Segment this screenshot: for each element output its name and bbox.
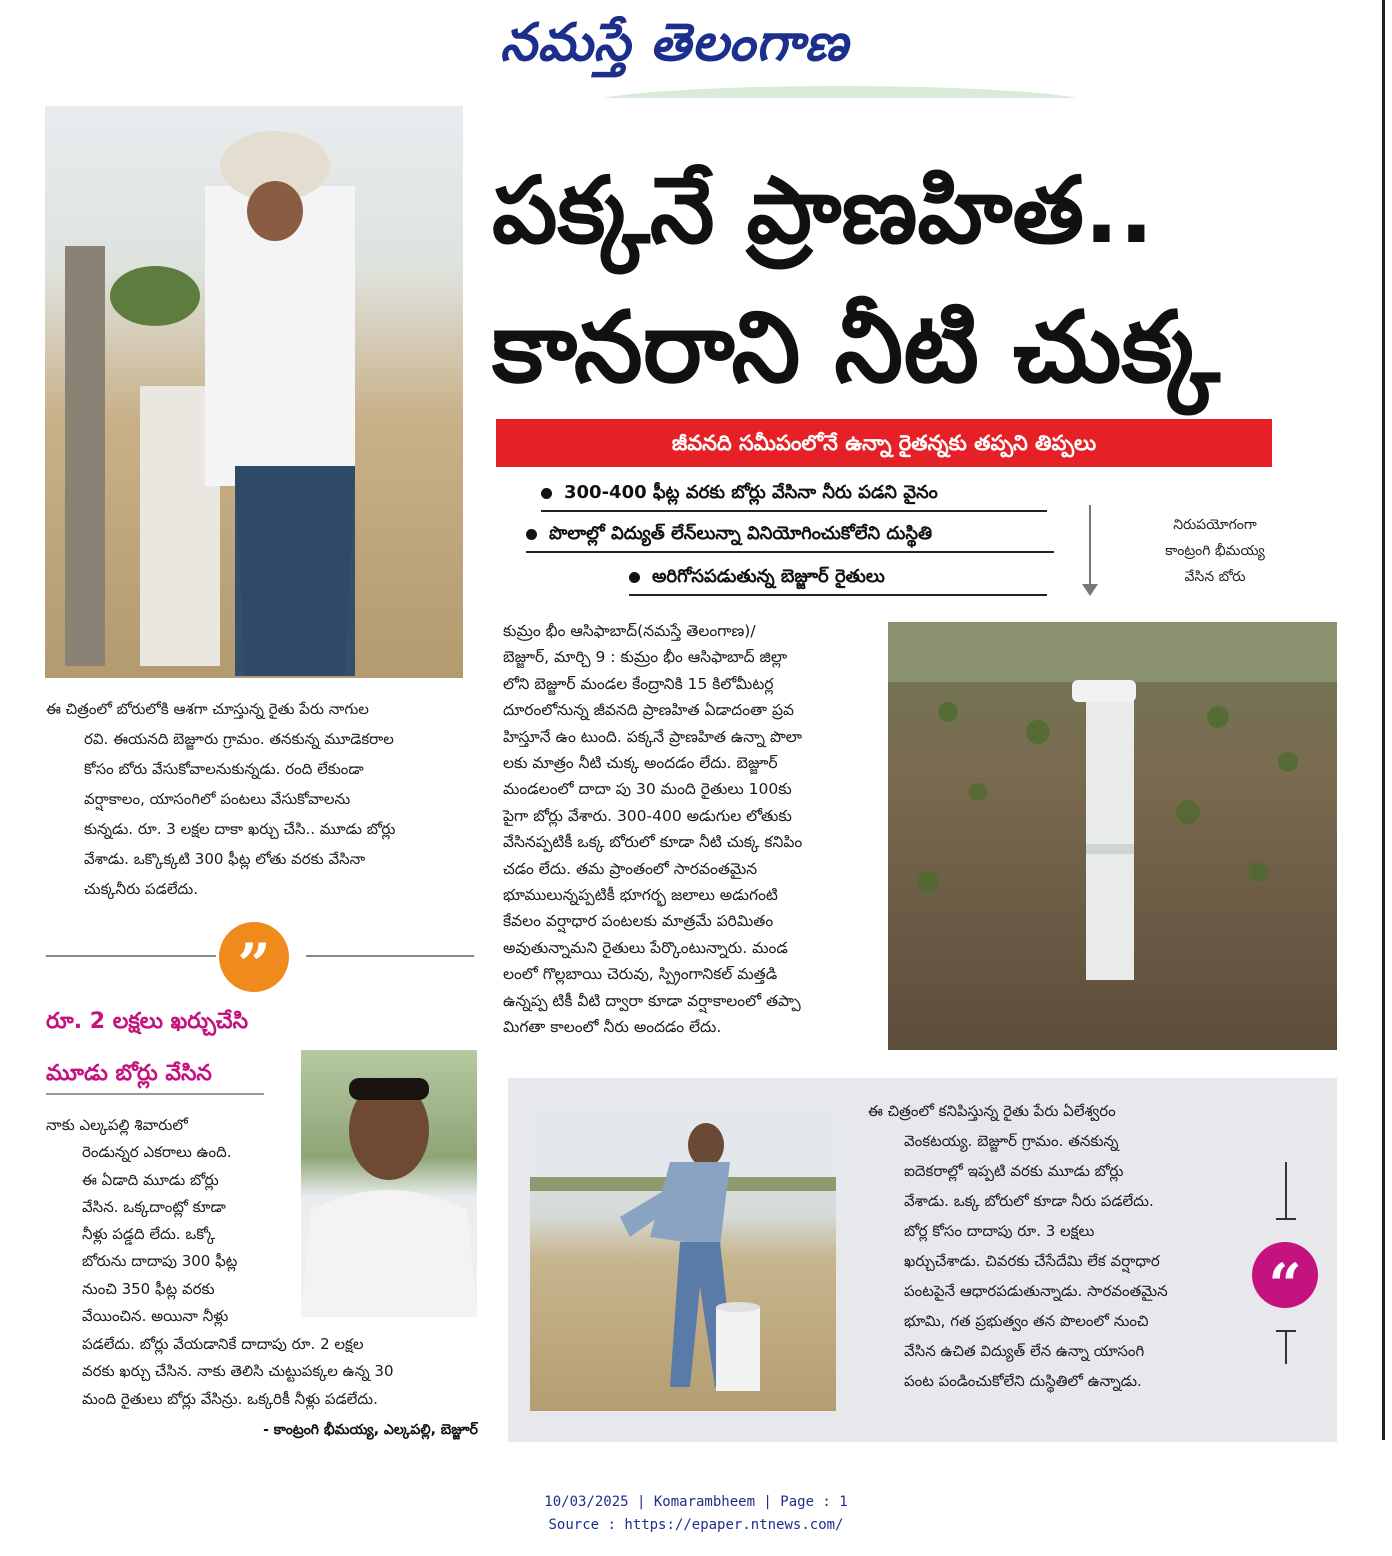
quote-heading-line: రూ. 2 లక్షలు ఖర్చుచేసి: [46, 1009, 249, 1034]
quote-vline-cap: [1276, 1330, 1296, 1332]
quote-mark-icon: “: [1252, 1242, 1318, 1308]
quote-attribution: - కాంట్రంగి భీమయ్య, ఎల్కపల్లి, బెజ్జూర్: [263, 1422, 478, 1438]
quote-heading-line: మూడు బోర్లు వేసిన: [46, 1061, 212, 1086]
headline-line1: పక్కనే ప్రాణహిత..: [492, 157, 1154, 264]
photo-portrait-bheemaiah: [301, 1050, 477, 1317]
bullet-item: [526, 517, 932, 551]
quote-vline: [1285, 1162, 1287, 1220]
caption-line: కోసం బోరు వేసుకోవాలనుకున్నడు. రంది లేకుండా: [84, 760, 364, 778]
bullet-item: [541, 476, 938, 510]
masthead-logo: నమస్తే తెలంగాణ: [500, 13, 849, 73]
caption-line: వేశాడు. ఒక్క బోరులో కూడా నీరు పడలేదు.: [904, 1192, 1154, 1210]
quote-line: బోరును దాదాపు 300 ఫీట్ల: [82, 1252, 238, 1271]
caption-line: వెంకటయ్య. బెజ్జూర్ గ్రామం. తనకున్న: [904, 1132, 1119, 1150]
quote-divider: [306, 955, 474, 957]
bullet-text: అరిగోసపడుతున్న బెజ్జూర్ రైతులు: [652, 566, 885, 587]
page-edge-rule: [1382, 0, 1385, 1440]
bullet-text: పొలాల్లో విద్యుత్ లేన్‌లున్నా వినియోగించుకోలేని దుస్థితి: [549, 523, 933, 544]
caption-line: భూమి, గత ప్రభుత్వం తన పొలంలో నుంచి: [904, 1312, 1149, 1330]
article-line: లంలో గొల్లబాయి చెరువు, స్ప్రింగానికల్ మత్తడి: [503, 965, 778, 984]
caption-line: కున్నడు. రూ. 3 లక్షల దాకా ఖర్చు చేసి.. మూడు బోర్లు: [84, 820, 396, 838]
photo-bore-pipe: [888, 622, 1337, 1050]
side-caption-line: వేసిన బోరు: [1184, 569, 1246, 585]
article-line: కుమ్రం భీం ఆసిఫాబాద్(నమస్తే తెలంగాణ)/: [503, 622, 756, 640]
headline-line2: కానరాని నీటి చుక్క: [492, 291, 1220, 405]
article-line: భూములున్నప్పటికీ భూగర్భ జలాలు అడుగంటి: [503, 886, 778, 905]
article-line: లకు మాత్రం నీటి చుక్క అందడం లేదు. బెజ్జూర్: [503, 754, 778, 773]
bullet-dot-icon: [629, 572, 640, 583]
caption-line: వేశాడు. ఒక్కొక్కటి 300 ఫీట్ల లోతు వరకు వేసినా: [84, 850, 366, 868]
side-caption-line: కాంట్రంగి భీమయ్య: [1165, 543, 1265, 559]
bullet-divider: [526, 551, 1054, 553]
article-line: బెజ్జూర్, మార్చి 9 : కుమ్రం భీం ఆసిఫాబాద్ జిల్లా: [503, 648, 788, 667]
caption-line: వర్షాకాలం, యాసంగిలో పంటలు వేసుకోవాలను: [84, 790, 351, 808]
caption-line: వేసిన ఉచిత విద్యుత్ లేన ఉన్నా యాసంగి: [904, 1342, 1145, 1360]
quote-body-narrow: [46, 1112, 296, 1330]
quote-line: వేయించిన. అయినా నీళ్లు: [82, 1307, 229, 1326]
main-article: [503, 618, 875, 1041]
masthead-arc: [580, 86, 1100, 126]
bullet-item: [629, 560, 885, 594]
quote-line: నుంచి 350 ఫీట్ల వరకు: [82, 1279, 215, 1298]
quote-line: ఈ ఏడాది మూడు బోర్లు: [82, 1170, 219, 1189]
subhead-bar: జీవనది సమీపంలోనే ఉన్నా రైతన్నకు తప్పని తిప్పలు: [496, 419, 1272, 467]
caption-line: ఈ చిత్రంలో బోరులోకి ఆశగా చూస్తున్న రైతు పేరు నాగుల: [46, 700, 369, 718]
article-line: లోని బెజ్జూర్ మండల కేంద్రానికి 15 కిలోమీటర్ల: [503, 674, 774, 693]
bullet-dot-icon: [526, 529, 537, 540]
caption-line: బోర్ల కోసం దాదాపు రూ. 3 లక్షలు: [904, 1222, 1095, 1240]
quote-line: నీళ్లు పడ్డది లేదు. ఒక్కో: [82, 1225, 216, 1244]
quote-mark-icon: ”: [219, 922, 289, 992]
bullet-divider: [629, 594, 1047, 596]
bullet-dot-icon: [541, 488, 552, 499]
quote-heading-underline: [46, 1093, 264, 1095]
footer-date-edition: 10/03/2025 | Komarambheem | Page : 1: [544, 1494, 848, 1510]
caption-line: రవి. ఈయనది బెజ్జూరు గ్రామం. తనకున్న మూడెకరాల: [84, 730, 394, 748]
article-line: కేవలం వర్షాధార పంటలకు మాత్రమే పరిమితం: [503, 912, 774, 931]
caption-line: పంట పండించుకోలేని దుస్థితిలో ఉన్నాడు.: [904, 1372, 1142, 1390]
quote-divider: [46, 955, 216, 957]
photo-farmer-bore: [45, 106, 463, 678]
article-line: దూరంలోనున్న జీవనది ప్రాణహిత ఏడాదంతా ప్రవ: [503, 701, 794, 720]
caption-farmer-venkataiah: [868, 1096, 1248, 1396]
article-line: పైగా బోర్లు వేశారు. 300-400 అడుగుల లోతుకు: [503, 806, 792, 825]
side-caption-line: నిరుపయోగంగా: [1173, 517, 1257, 533]
article-line: హిస్తూనే ఉం టుంది. పక్కనే ప్రాణహిత ఉన్నా పొలా: [503, 727, 802, 746]
bullet-divider: [541, 510, 1047, 512]
arrow-down-icon: [1082, 584, 1098, 596]
article-line: ఉన్నప్ప టికీ వీటి ద్వారా కూడా వర్షాకాలంలో తప్పా: [503, 991, 801, 1010]
photo-farmer-venkataiah: [530, 1107, 836, 1411]
quote-line: నాకు ఎల్కపల్లి శివారులో: [46, 1116, 188, 1134]
quote-vline-cap: [1276, 1218, 1296, 1220]
quote-line: పడలేదు. బోర్లు వేయడానికే దాదాపు రూ. 2 లక్షల: [82, 1335, 364, 1353]
caption-line: ఈ చిత్రంలో కనిపిస్తున్న రైతు పేరు ఏలేశ్వరం: [868, 1102, 1116, 1120]
quote-heading: [46, 1000, 306, 1096]
quote-line: వరకు ఖర్చు చేసిన. నాకు తెలిసి చుట్టుపక్కల ఉన్న 30: [82, 1362, 394, 1381]
caption-farmer-nagula-ravi: [46, 694, 466, 904]
quote-line: రెండున్నర ఎకరాలు ఉంది.: [82, 1143, 232, 1162]
caption-line: పంటపైనే ఆధారపడుతున్నాడు. సారవంతమైన: [904, 1282, 1168, 1300]
arrow-line: [1089, 505, 1091, 587]
caption-line: చుక్కనీరు పడలేదు.: [84, 880, 198, 898]
caption-line: ఖర్చుచేశాడు. చివరకు చేసేదేమి లేక వర్షాధార: [904, 1252, 1160, 1270]
article-line: వేసినప్పటికీ ఒక్క బోరులో కూడా నీటి చుక్క కనిపిం: [503, 833, 803, 852]
quote-vline: [1285, 1330, 1287, 1364]
article-line: అవుతున్నామని రైతులు పేర్కొంటున్నారు. మండ: [503, 938, 788, 957]
article-line: చడం లేదు. తమ ప్రాంతంలో సారవంతమైన: [503, 859, 758, 878]
quote-line: వేసిన. ఒక్కదాంట్లో కూడా: [82, 1197, 226, 1216]
side-caption: [1130, 512, 1300, 590]
footer-source: Source : https://epaper.ntnews.com/: [548, 1517, 844, 1533]
article-line: మండలంలో దాదా పు 30 మంది రైతులు 100కు: [503, 780, 792, 799]
quote-line: మంది రైతులు బోర్లు వేసిన్రు. ఒక్కరికీ నీళ్లు పడలేదు.: [82, 1389, 378, 1408]
quote-body-wide: [82, 1331, 478, 1413]
article-line: మిగతా కాలంలో నీరు అందడం లేదు.: [503, 1018, 722, 1037]
caption-line: ఐదెకరాల్లో ఇప్పటి వరకు మూడు బోర్లు: [904, 1162, 1124, 1180]
bullet-text: 300-400 ఫీట్ల వరకు బోర్లు వేసినా నీరు పడని వైనం: [564, 482, 938, 503]
